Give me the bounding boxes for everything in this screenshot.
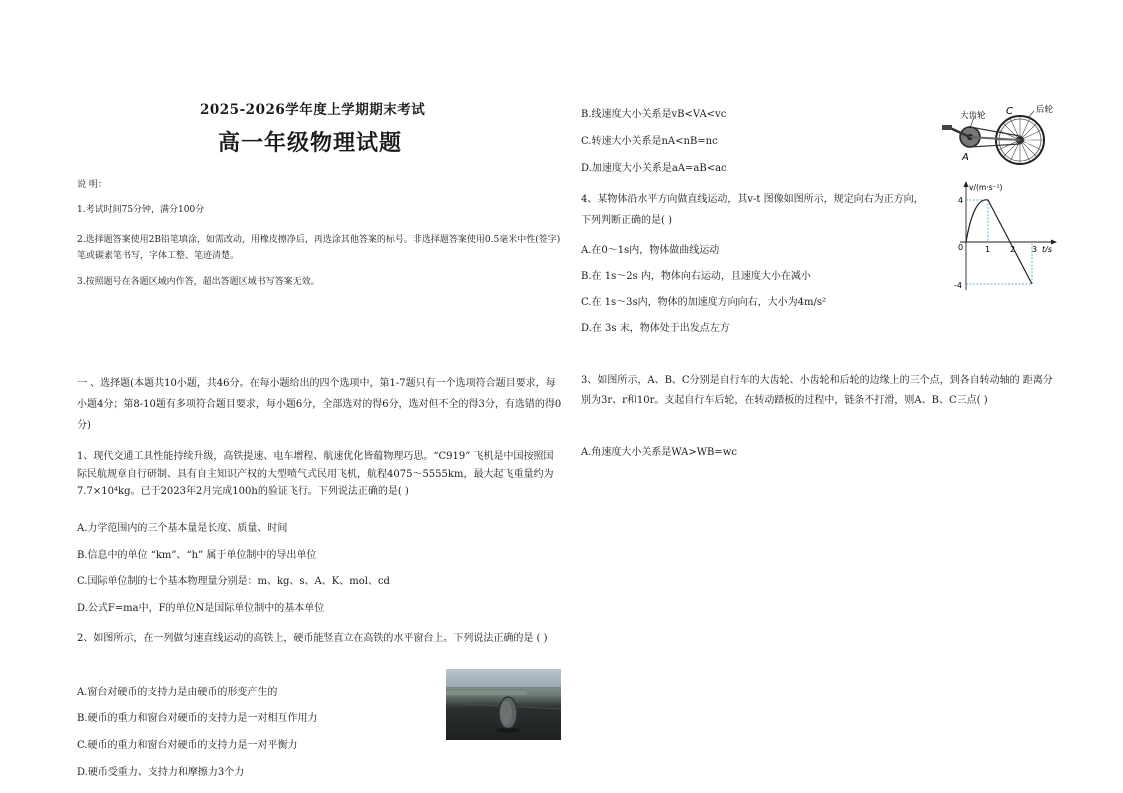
instruction-item-2: 2.选择题答案使用2B铅笔填涂，如需改动，用橡皮擦净后，再选涂其他答案的标号。非选择题答案使用0.5毫米中性(签字)笔或碳素笔书写，字体工整、笔迹清楚。 [77,235,561,261]
question-2-stem: 2、如图所示，在一列做匀速直线运动的高铁上，硬币能竖直立在高铁的水平窗台上。下列说法正确的是 ( ) [77,633,548,644]
instructions-heading: 说 明： [77,180,107,190]
question-4-option-b: B.在 1s～2s 内，物体向右运动，且速度大小在减小 [581,271,811,282]
question-4-stem: 4、某物体沿水平方向做直线运动，其v-t 图像如图所示，规定向右为正方向，下列判断正确的是( ) [581,194,924,226]
question-1-option-a: A.力学范围内的三个基本量是长度、质量、时间 [77,523,288,534]
question-2-option-b: B.硬币的重力和窗台对硬币的支持力是一对相互作用力 [77,713,318,724]
bicycle-gear-figure [930,100,1054,170]
question-2-option-d: D.硬币受重力、支持力和摩擦力3个力 [77,767,245,778]
bicycle-point-b-label: B [1026,138,1031,146]
question-2-option-c: C.硬币的重力和窗台对硬币的支持力是一对平衡力 [77,740,298,751]
question-3-option-a: A.角速度大小关系是WA>WB=wc [581,447,737,458]
velocity-time-graph [950,178,1060,293]
vt-y-axis-arrow [964,181,969,187]
bicycle-point-c-label: C [1006,106,1013,117]
bicycle-rear-wheel-label: 后轮 [1036,105,1054,115]
bicycle-big-gear-label: 大齿轮 [960,111,986,121]
question-4-option-d: D.在 3s 末，物体处于出发点左方 [581,323,730,334]
question-1-option-d: D.公式F=ma中，F的单位N是国际单位制中的基本单位 [77,603,325,614]
vt-x-tick-1: 1 [985,245,991,254]
vt-y-label: v/(m·s⁻¹) [969,183,1003,192]
question-3-option-c: C.转速大小关系是nA<nB=nc [581,136,718,147]
exam-title: 2025-2026学年度上学期期末考试 [200,102,426,118]
instruction-item-3: 3.按照题号在各题区域内作答，超出答题区域书写答案无效。 [77,277,320,287]
question-2-option-a: A.窗台对硬币的支持力是由硬币的形变产生的 [77,687,278,698]
section-one-intro: 一 、选择题(本题共10小题，共46分。在每小题给出的四个选项中，第1-7题只有一个选项符合题目要求，每小题4分；第8-10题有多项符合题目要求，每小题6分，全部选对的得6分，选对但不全的得3分，有选错的得0分) [77,378,562,431]
instruction-item-1: 1.考试时间75分钟，满分100分 [77,205,205,215]
subject-title: 高一年级物理试题 [218,130,403,156]
question-3-option-b: B.线速度大小关系是vB<VA<vc [581,109,727,120]
vt-origin-label: 0 [958,243,964,252]
vt-y-tick-4: 4 [958,196,964,205]
coin-on-windowsill-photo [446,669,561,740]
vt-x-tick-2: 2 [1010,245,1016,254]
question-1-stem: 1、现代交通工具性能持续升级，高铁提速、电车增程、航速优化皆蕴物理巧思。“C919” 飞机是中国按照国际民航规章自行研制、具有自主知识产权的大型喷气式民用飞机，航程4075～5555km，最大起飞重量约为7.7×10⁴kg。已于2023年2月完成100h的验证飞行。下列说法正确的是( ) [77,451,554,497]
vt-y-tick-neg-4: -4 [954,281,962,290]
vt-x-label: t/s [1042,245,1052,254]
question-1-option-b: B.信息中的单位 “km”、“h” 属于单位制中的导出单位 [77,550,317,561]
question-3-stem: 3、如图所示，A、B、C分别是自行车的大齿轮、小齿轮和后轮的边缘上的三个点，到各自转动轴的 距离分别为3r、r和10r。支起自行车后轮，在转动踏板的过程中，链条不打滑，则A、B、C三点( ) [581,375,1053,406]
question-4-option-a: A.在0～1s内，物体做曲线运动 [581,245,720,256]
vt-x-tick-3: 3 [1032,245,1038,254]
question-3-option-d: D.加速度大小关系是aA=aB<ac [581,163,727,174]
question-4-option-c: C.在 1s～3s内，物体的加速度方向向右，大小为4m/s² [581,297,826,308]
bicycle-point-a-label: A [962,152,969,163]
vt-x-axis-arrow [1051,240,1057,245]
question-1-option-c: C.国际单位制的七个基本物理量分别是：m、kg、s、A、K、mol、cd [77,576,390,587]
